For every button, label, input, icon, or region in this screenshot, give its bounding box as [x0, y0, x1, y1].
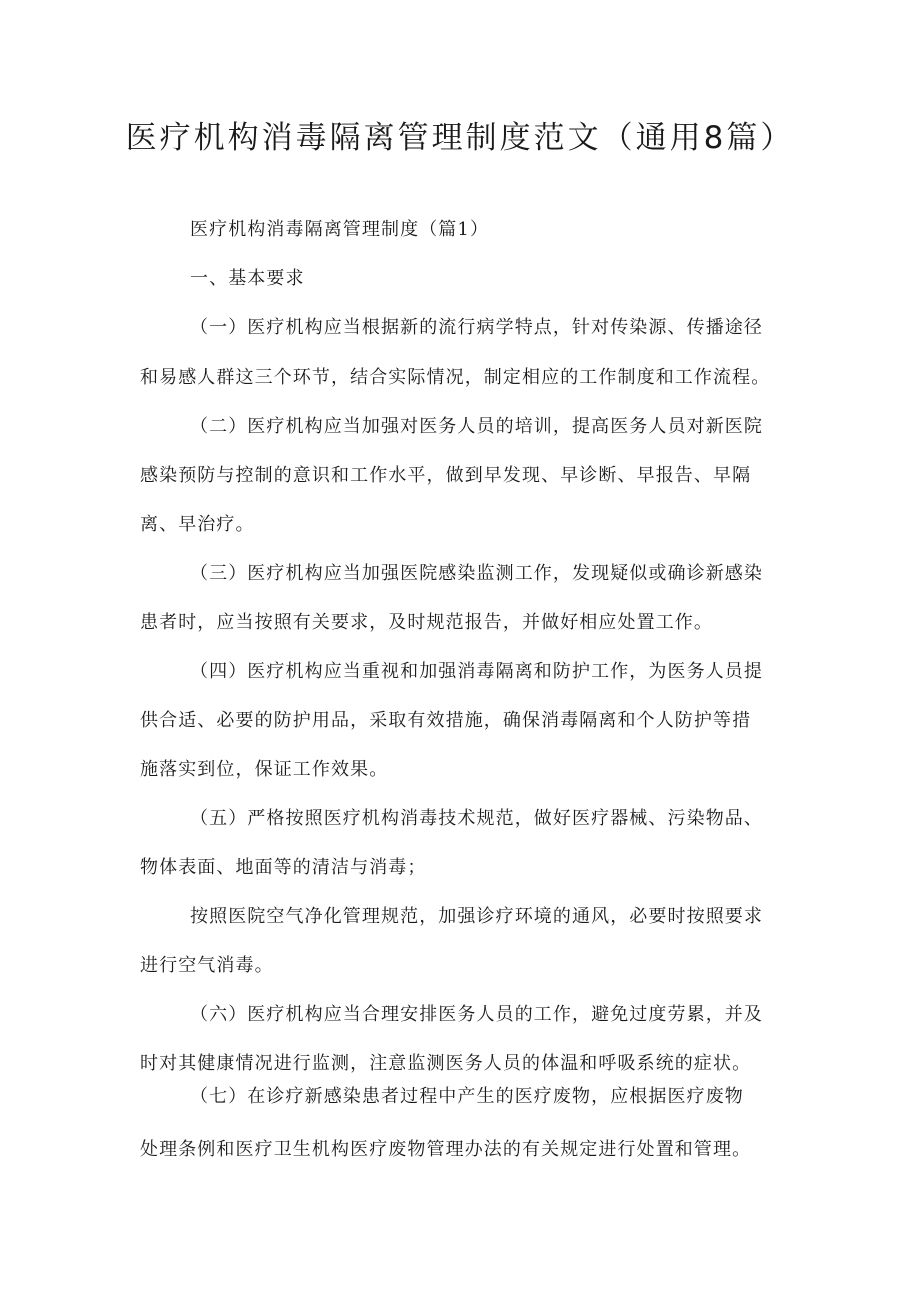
paragraph-line: （四）医疗机构应当重视和加强消毒隔离和防护工作，为医务人员提 [190, 661, 763, 682]
paragraph-line: 感染预防与控制的意识和工作水平，做到早发现、早诊断、早报告、早隔 [140, 465, 752, 486]
paragraph-line: （三）医疗机构应当加强医院感染监测工作，发现疑似或确诊新感染 [190, 563, 763, 584]
subheading: 一、基本要求 [190, 268, 305, 289]
paragraph-line: （五）严格按照医疗机构消毒技术规范，做好医疗器械、污染物品、 [190, 808, 763, 829]
paragraph-line: 患者时，应当按照有关要求，及时规范报告，并做好相应处置工作。 [140, 612, 713, 633]
paragraph-line: （二）医疗机构应当加强对医务人员的培训，提高医务人员对新医院 [190, 416, 763, 437]
paragraph-line: 供合适、必要的防护用品，采取有效措施，确保消毒隔离和个人防护等措 [140, 710, 752, 731]
paragraph-line: （七）在诊疗新感染患者过程中产生的医疗废物，应根据医疗废物 [190, 1086, 744, 1107]
section-heading: 医疗机构消毒隔离管理制度（篇1） [190, 219, 490, 240]
paragraph-line: 进行空气消毒。 [140, 955, 274, 976]
paragraph-line: 和易感人群这三个环节，结合实际情况，制定相应的工作制度和工作流程。 [140, 367, 771, 388]
paragraph-line: 处理条例和医疗卫生机构医疗废物管理办法的有关规定进行处置和管理。 [140, 1139, 752, 1160]
paragraph-line: （六）医疗机构应当合理安排医务人员的工作，避免过度劳累，并及 [190, 1004, 763, 1025]
paragraph-line: （一）医疗机构应当根据新的流行病学特点，针对传染源、传播途径 [190, 317, 763, 338]
paragraph-line: 施落实到位，保证工作效果。 [140, 759, 389, 780]
paragraph-line: 物体表面、地面等的清洁与消毒； [140, 857, 427, 878]
paragraph-line: 按照医院空气净化管理规范，加强诊疗环境的通风，必要时按照要求 [190, 906, 763, 927]
paragraph-line: 离、早治疗。 [140, 514, 255, 535]
document-title: 医疗机构消毒隔离管理制度范文（通用8篇） [125, 120, 795, 156]
paragraph-line: 时对其健康情况进行监测，注意监测医务人员的体温和呼吸系统的症状。 [140, 1053, 752, 1074]
